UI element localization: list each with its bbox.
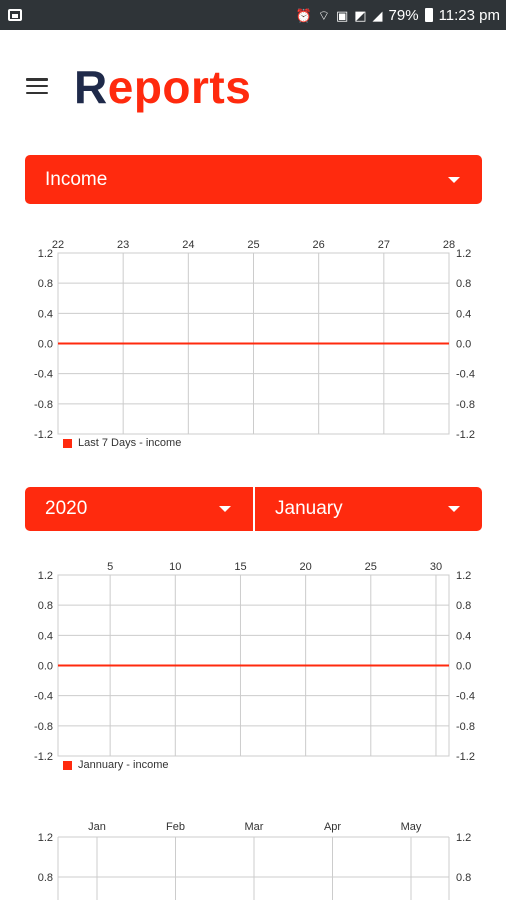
chart-year bbox=[0, 812, 506, 900]
x-tick-label: 20 bbox=[299, 561, 312, 573]
status-bar-right bbox=[296, 7, 500, 24]
y-tick-label-left: 1.2 bbox=[37, 570, 53, 582]
chart-year-svg bbox=[0, 812, 506, 900]
sim-icon: ◩ bbox=[354, 7, 367, 23]
y-tick-label-right: 0.8 bbox=[456, 872, 472, 884]
y-tick-label-left: 0.8 bbox=[37, 600, 53, 613]
y-tick-label-left: 1.2 bbox=[37, 832, 53, 844]
x-tick-label: 10 bbox=[169, 561, 182, 573]
y-tick-label-right: -1.2 bbox=[456, 429, 475, 441]
x-tick-label: 27 bbox=[377, 239, 390, 251]
chevron-down-icon bbox=[219, 506, 231, 512]
nfc-icon: ▣ bbox=[335, 7, 349, 23]
y-tick-label-right: 1.2 bbox=[456, 570, 472, 582]
y-tick-label-right: -0.4 bbox=[456, 690, 475, 703]
y-tick-label-left: 0.4 bbox=[37, 630, 53, 643]
year-select-value: 2020 bbox=[45, 498, 88, 519]
y-tick-label-right: -0.8 bbox=[456, 720, 475, 733]
x-tick-label: 25 bbox=[247, 239, 260, 251]
x-tick-label: 30 bbox=[429, 561, 443, 573]
page-title bbox=[74, 61, 252, 113]
y-tick-label-left: -0.4 bbox=[34, 690, 53, 703]
x-tick-label: 25 bbox=[364, 561, 377, 573]
y-tick-label-right: 1.2 bbox=[456, 832, 472, 844]
clock: 11:23 pm bbox=[438, 6, 500, 24]
x-tick-label: Apr bbox=[323, 821, 342, 833]
month-select-value: January bbox=[275, 498, 343, 519]
y-tick-label-left: -0.8 bbox=[34, 720, 53, 733]
gallery-icon bbox=[8, 9, 22, 21]
chevron-down-icon bbox=[448, 177, 460, 183]
y-tick-label-left: 0.0 bbox=[37, 660, 53, 673]
x-tick-label: 26 bbox=[312, 239, 325, 251]
y-tick-label-right: 0.4 bbox=[456, 630, 472, 643]
x-tick-label: Feb bbox=[166, 821, 185, 833]
y-tick-label-right: -1.2 bbox=[456, 751, 475, 763]
y-tick-label-left: -1.2 bbox=[34, 429, 53, 441]
battery-percent: 79% bbox=[388, 6, 419, 24]
x-tick-label: May bbox=[400, 821, 422, 833]
y-tick-label-left: 1.2 bbox=[37, 248, 53, 260]
y-tick-label-left: -1.2 bbox=[34, 751, 53, 763]
y-tick-label-left: -0.4 bbox=[34, 368, 53, 381]
page-title-first: R bbox=[74, 61, 108, 113]
chevron-down-icon bbox=[448, 506, 460, 512]
month-select[interactable] bbox=[255, 487, 482, 531]
chart-month-svg bbox=[0, 550, 506, 780]
chart-legend bbox=[63, 759, 169, 771]
app-bar bbox=[0, 30, 506, 150]
wifi-icon: ⌔ bbox=[317, 7, 330, 23]
x-tick-label: 24 bbox=[182, 239, 195, 251]
legend-swatch bbox=[63, 439, 72, 448]
x-tick-label: 28 bbox=[442, 239, 456, 251]
type-select-value: Income bbox=[45, 168, 108, 190]
year-select[interactable] bbox=[25, 487, 253, 531]
y-tick-label-right: 0.0 bbox=[456, 660, 472, 673]
legend-label: Last 7 Days - income bbox=[78, 437, 182, 449]
y-tick-label-left: 0.8 bbox=[37, 872, 53, 884]
x-tick-label: 22 bbox=[51, 239, 65, 251]
type-select[interactable] bbox=[25, 155, 482, 204]
y-tick-label-right: 1.2 bbox=[456, 248, 472, 260]
x-tick-label: Mar bbox=[244, 821, 264, 833]
x-tick-label: Jan bbox=[88, 821, 106, 833]
y-tick-label-right: 0.0 bbox=[456, 338, 472, 351]
y-tick-label-left: -0.8 bbox=[34, 398, 53, 411]
y-tick-label-right: -0.4 bbox=[456, 368, 475, 381]
legend-label: Jannuary - income bbox=[78, 759, 169, 771]
page-title-rest: eports bbox=[107, 61, 252, 113]
x-tick-label: 5 bbox=[107, 561, 114, 573]
signal-icon: ◢ bbox=[372, 7, 383, 23]
x-tick-label: 23 bbox=[117, 239, 130, 251]
y-tick-label-right: 0.8 bbox=[456, 278, 472, 291]
chart-last-7-days-svg bbox=[0, 228, 506, 458]
chart-month bbox=[0, 550, 506, 780]
alarm-icon: ⏰ bbox=[295, 7, 312, 23]
chart-legend bbox=[63, 437, 181, 449]
legend-swatch bbox=[63, 761, 72, 770]
y-tick-label-left: 0.8 bbox=[37, 278, 53, 291]
y-tick-label-right: 0.8 bbox=[456, 600, 472, 613]
status-bar bbox=[0, 0, 506, 30]
chart-last-7-days bbox=[0, 228, 506, 458]
battery-icon bbox=[425, 8, 433, 22]
hamburger-icon[interactable] bbox=[26, 78, 48, 94]
y-tick-label-left: 0.4 bbox=[37, 308, 53, 321]
x-tick-label: 15 bbox=[234, 561, 247, 573]
y-tick-label-right: -0.8 bbox=[456, 398, 475, 411]
status-bar-left bbox=[8, 9, 22, 21]
y-tick-label-right: 0.4 bbox=[456, 308, 472, 321]
y-tick-label-left: 0.0 bbox=[37, 338, 53, 351]
